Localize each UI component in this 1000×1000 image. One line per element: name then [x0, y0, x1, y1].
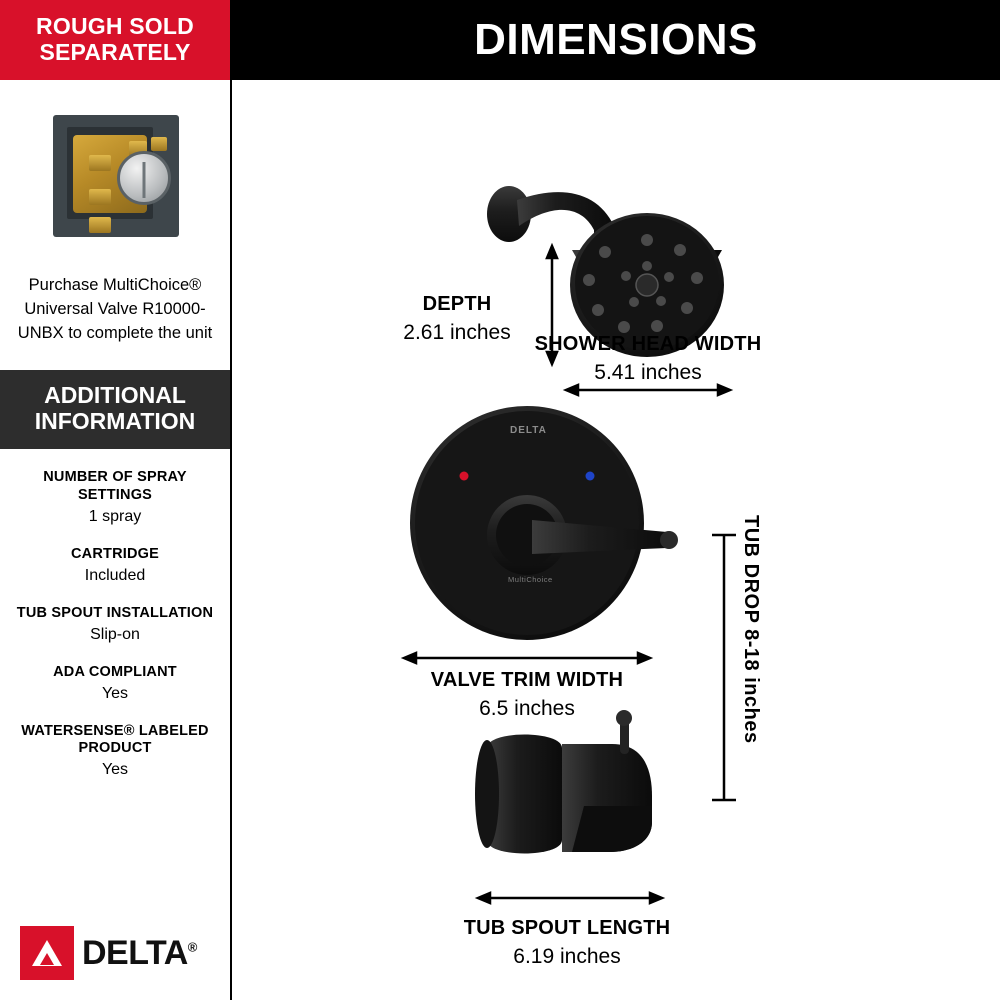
valve-port-icon	[151, 137, 167, 151]
spec-item	[12, 546, 218, 587]
page-title: DIMENSIONS	[474, 15, 758, 64]
spec-list	[0, 449, 230, 781]
spec-label: TUB SPOUT INSTALLATION	[16, 604, 214, 621]
tub-drop-caption: TUB DROP 8-18 inches	[740, 515, 762, 744]
valve-trim-width-value: 6.5 inches	[479, 697, 575, 720]
spec-label: CARTRIDGE	[71, 545, 159, 562]
valve-cap	[117, 151, 171, 205]
tub-spout-length-caption	[387, 916, 747, 970]
spec-item	[12, 605, 218, 646]
rough-sold-separately-banner	[0, 0, 230, 80]
sidebar	[0, 0, 232, 1000]
trim-brand-text: DELTA	[510, 425, 547, 436]
valve-trim-assembly	[410, 406, 678, 640]
valve-port-icon	[89, 189, 111, 205]
shower-head-width-value: 5.41 inches	[594, 361, 702, 384]
valve-trim-width-dimension-line	[404, 653, 650, 663]
valve-illustration	[39, 111, 191, 239]
additional-information-banner	[0, 370, 230, 450]
delta-logo	[20, 926, 212, 980]
shower-head-width-dimension-line	[566, 385, 730, 395]
delta-registered-mark: ®	[187, 939, 197, 955]
valve-port-icon	[89, 155, 111, 171]
spec-item	[12, 469, 218, 527]
valve-port-icon	[89, 217, 111, 233]
tub-drop-dimension-line	[712, 535, 736, 800]
delta-wordmark-text: DELTA	[82, 933, 188, 972]
spec-value: Yes	[101, 761, 129, 779]
spec-value: Slip-on	[90, 626, 140, 644]
valve-trim-width-caption	[347, 668, 707, 722]
delta-triangle-shape	[32, 940, 62, 966]
shower-head-width-label: SHOWER HEAD WIDTH	[534, 333, 762, 355]
additional-information-label: ADDITIONAL INFORMATION	[34, 381, 196, 434]
tub-spout-length-label: TUB SPOUT LENGTH	[463, 917, 671, 939]
spec-item	[12, 723, 218, 781]
depth-label: DEPTH	[422, 293, 492, 315]
shower-head-width-caption	[468, 332, 828, 386]
spec-label: ADA COMPLIANT	[53, 663, 177, 680]
valve-trim-width-label: VALVE TRIM WIDTH	[430, 669, 624, 691]
page-title-bar	[232, 0, 1000, 80]
spec-item	[12, 664, 218, 705]
purchase-note: Purchase MultiChoice® Universal Valve R10000-UNBX to complete the unit	[17, 276, 213, 342]
rough-sold-separately-label: ROUGH SOLD SEPARATELY	[36, 13, 194, 65]
rough-in-valve-image	[0, 80, 230, 270]
product-illustration	[232, 80, 1000, 1000]
spec-value: Yes	[101, 685, 129, 702]
delta-triangle-icon	[20, 926, 74, 980]
spec-value: 1 spray	[88, 508, 142, 526]
diagram-area	[232, 80, 1000, 1000]
tub-spout-length-dimension-line	[478, 893, 662, 903]
tub-spout-assembly	[475, 710, 652, 854]
trim-multichoice-text: MultiChoice	[508, 575, 553, 584]
spec-label: WATERSENSE® LABELED PRODUCT	[21, 722, 209, 756]
delta-wordmark	[82, 934, 197, 973]
depth-value: 2.61 inches	[403, 321, 511, 344]
spec-value: Included	[84, 567, 146, 585]
tub-spout-length-value: 6.19 inches	[513, 945, 621, 968]
spec-label: NUMBER OF SPRAY SETTINGS	[43, 469, 187, 503]
